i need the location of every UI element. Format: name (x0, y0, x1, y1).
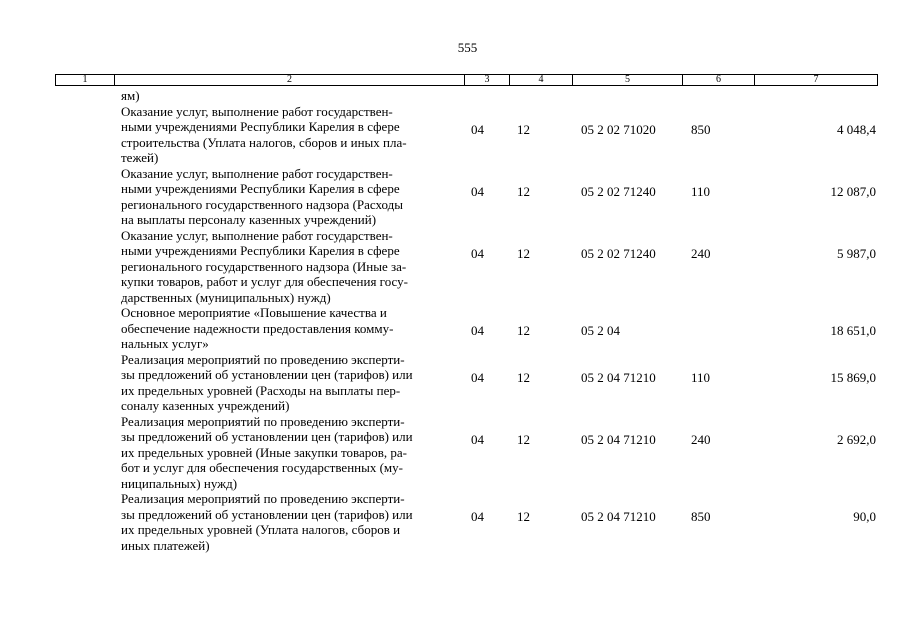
amount-value: 18 651,0 (830, 323, 876, 338)
description-line: зы предложений об установлении цен (тарифов) или (121, 429, 413, 444)
section-code: 04 (471, 369, 484, 385)
row-description (121, 228, 456, 306)
amount-value: 5 987,0 (837, 245, 876, 261)
table-row (0, 166, 905, 228)
column-number-3: 3 (465, 75, 510, 86)
amount-value: 90,0 (853, 509, 876, 524)
row-description (121, 88, 456, 104)
subsection-code: 12 (517, 431, 530, 447)
description-line: зы предложений об установлении цен (тарифов) или (121, 506, 413, 522)
amount-value: 2 692,0 (837, 431, 876, 447)
expense-type-code: 110 (691, 183, 711, 199)
description-line: Оказание услуг, выполнение работ государствен- (121, 103, 393, 119)
column-number-1: 1 (56, 75, 115, 86)
description-line: зы предложений об установлении цен (тарифов) или (121, 367, 413, 382)
description-line: ными учреждениями Республики Карелия в сфере (121, 119, 400, 134)
target-article-code: 05 2 04 71210 (581, 509, 656, 524)
description-line: их предельных уровней (Иные закупки товаров, ра- (121, 444, 408, 460)
column-number-header (55, 74, 878, 86)
section-code: 04 (471, 245, 484, 261)
table-row (0, 491, 905, 553)
table-row (0, 305, 905, 352)
subsection-code: 12 (517, 509, 530, 524)
expense-type-code: 110 (691, 369, 711, 385)
table-row (0, 228, 905, 306)
column-number-4: 4 (510, 75, 573, 86)
description-line: Основное мероприятие «Повышение качества и (121, 305, 387, 320)
section-code: 04 (471, 431, 484, 447)
description-line: ям) (121, 88, 140, 103)
description-line: купки товаров, работ и услуг для обеспечения госу- (121, 274, 408, 289)
column-number-2: 2 (115, 75, 465, 86)
table-row (0, 352, 905, 414)
target-article-code: 05 2 02 71240 (581, 183, 656, 199)
description-line: Оказание услуг, выполнение работ государствен- (121, 165, 393, 181)
description-line: ными учреждениями Республики Карелия в сфере (121, 181, 400, 196)
page-number: 555 (457, 40, 478, 55)
subsection-code: 12 (517, 323, 530, 338)
description-line: ными учреждениями Республики Карелия в сфере (121, 243, 400, 258)
table-row (0, 104, 905, 166)
subsection-code: 12 (517, 245, 530, 261)
description-line: регионального государственного надзора (Иные за- (121, 258, 407, 274)
description-line: Реализация мероприятий по проведению эксперти- (121, 491, 405, 506)
row-description (121, 305, 456, 352)
target-article-code: 05 2 04 (581, 323, 620, 338)
description-line: на выплаты персоналу казенных учреждений) (121, 212, 377, 227)
description-line: строительства (Уплата налогов, сборов и иных пла- (121, 134, 407, 150)
subsection-code: 12 (517, 183, 530, 199)
description-line: обеспечение надежности предоставления комму- (121, 320, 394, 336)
section-code: 04 (471, 121, 484, 137)
description-line: их предельных уровней (Расходы на выплаты пер- (121, 382, 401, 398)
table-row (0, 414, 905, 492)
expense-type-code: 240 (691, 245, 711, 261)
column-number-7: 7 (755, 75, 878, 86)
column-number-5: 5 (573, 75, 683, 86)
row-description (121, 104, 456, 166)
description-line: Реализация мероприятий по проведению эксперти- (121, 351, 405, 367)
row-description (121, 352, 456, 414)
description-line: Реализация мероприятий по проведению эксперти- (121, 413, 405, 429)
target-article-code: 05 2 04 71210 (581, 431, 656, 447)
section-code: 04 (471, 509, 484, 524)
target-article-code: 05 2 02 71020 (581, 121, 656, 137)
expense-type-code: 240 (691, 431, 711, 447)
expense-type-code: 850 (691, 121, 711, 137)
description-line: Оказание услуг, выполнение работ государствен- (121, 227, 393, 243)
description-line: бот и услуг для обеспечения государственных (му- (121, 460, 403, 475)
row-description (121, 166, 456, 228)
amount-value: 4 048,4 (837, 121, 876, 137)
row-description (121, 491, 456, 553)
description-line: иных платежей) (121, 537, 210, 553)
description-line: нальных услуг» (121, 336, 209, 351)
section-code: 04 (471, 183, 484, 199)
description-line: их предельных уровней (Уплата налогов, сборов и (121, 522, 401, 537)
target-article-code: 05 2 02 71240 (581, 245, 656, 261)
subsection-code: 12 (517, 369, 530, 385)
description-line: дарственных (муниципальных) нужд) (121, 289, 331, 305)
description-line: тежей) (121, 150, 159, 165)
subsection-code: 12 (517, 121, 530, 137)
section-code: 04 (471, 323, 484, 338)
description-line: ниципальных) нужд) (121, 475, 238, 491)
amount-value: 15 869,0 (830, 369, 876, 385)
expense-type-code: 850 (691, 509, 711, 524)
row-description (121, 414, 456, 492)
amount-value: 12 087,0 (830, 183, 876, 199)
table-row (0, 88, 905, 104)
target-article-code: 05 2 04 71210 (581, 369, 656, 385)
description-line: соналу казенных учреждений) (121, 398, 290, 413)
budget-rows (0, 88, 905, 553)
description-line: регионального государственного надзора (Расходы (121, 196, 403, 212)
column-number-6: 6 (683, 75, 755, 86)
